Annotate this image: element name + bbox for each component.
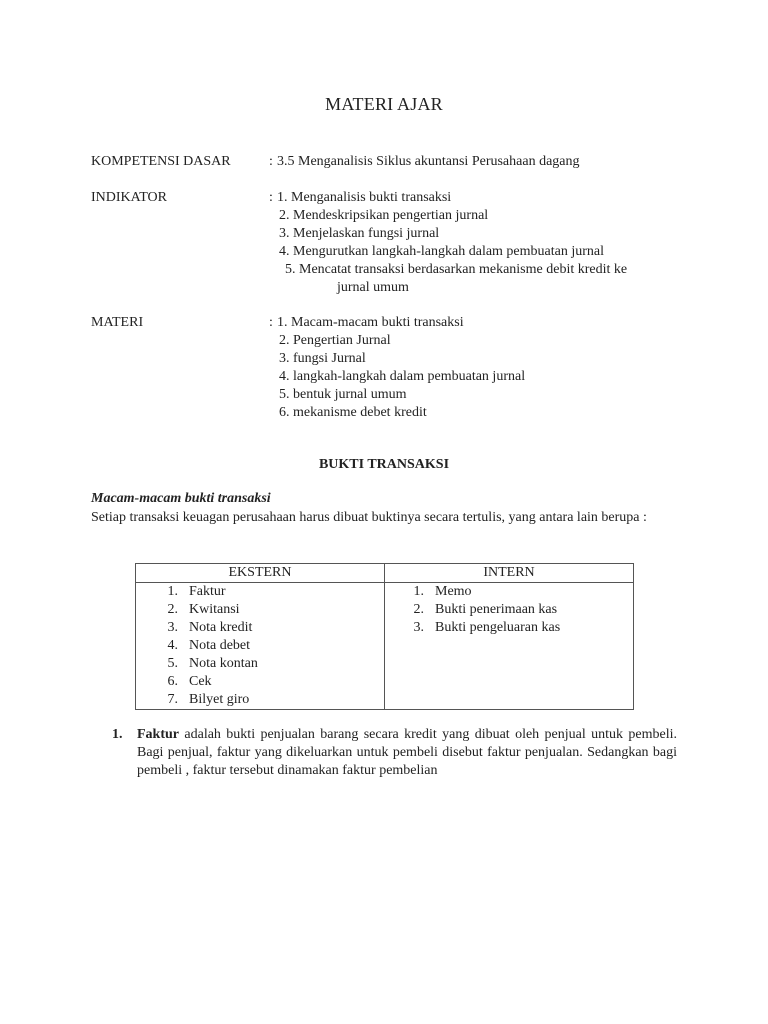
indikator-label: INDIKATOR <box>91 190 167 205</box>
list-item: 1. Faktur <box>167 584 226 599</box>
kompetensi-value: 3.5 Menganalisis Siklus akuntansi Perusahaan dagang <box>277 154 580 169</box>
page-title: MATERI AJAR <box>325 94 443 114</box>
section-title: BUKTI TRANSAKSI <box>318 457 450 472</box>
list-item: 5. Nota kontan <box>167 656 258 671</box>
list-item: 2. Bukti penerimaan kas <box>413 602 558 617</box>
materi-item: 2. Pengertian Jurnal <box>279 333 391 348</box>
materi-colon: : <box>269 315 273 330</box>
kompetensi-label: KOMPETENSI DASAR <box>91 154 231 169</box>
kompetensi-colon: : <box>269 154 273 169</box>
table-body-row <box>136 583 634 710</box>
bukti-transaksi-table <box>135 563 634 710</box>
indikator-colon: : <box>269 190 273 205</box>
materi-item: 5. bentuk jurnal umum <box>279 387 407 402</box>
list-item: 4. Nota debet <box>167 638 251 653</box>
materi-item: 6. mekanisme debet kredit <box>279 405 427 420</box>
intern-list <box>385 583 633 637</box>
indikator-item: 1. Menganalisis bukti transaksi <box>277 190 452 205</box>
materi-label: MATERI <box>91 315 144 330</box>
list-item: 7. Bilyet giro <box>167 692 250 707</box>
indikator-item: 5. Mencatat transaksi berdasarkan mekanisme debit kredit ke <box>285 262 628 277</box>
faktur-term: Faktur <box>137 727 179 742</box>
materi-item: 4. langkah-langkah dalam pembuatan jurnal <box>279 369 526 384</box>
ekstern-cell <box>136 583 385 710</box>
header-ekstern: EKSTERN <box>136 564 385 583</box>
indikator-item-continued: jurnal umum <box>337 280 409 295</box>
list-item: 2. Kwitansi <box>167 602 240 617</box>
list-item: 6. Cek <box>167 674 212 689</box>
indikator-item: 4. Mengurutkan langkah-langkah dalam pembuatan jurnal <box>279 244 605 259</box>
materi-list <box>277 314 526 422</box>
intro-paragraph: Setiap transaksi keuagan perusahaan harus dibuat buktinya secara tertulis, yang antara lain berupa : <box>91 510 647 525</box>
table-header-row <box>136 564 634 583</box>
intern-cell <box>385 583 634 710</box>
header-intern: INTERN <box>385 564 634 583</box>
materi-item: 3. fungsi Jurnal <box>279 351 366 366</box>
faktur-text <box>137 726 677 780</box>
materi-item: 1. Macam-macam bukti transaksi <box>277 315 464 330</box>
indikator-row <box>91 189 681 297</box>
list-item: 3. Bukti pengeluaran kas <box>413 620 561 635</box>
faktur-number: 1. <box>112 727 123 742</box>
faktur-description: adalah bukti penjualan barang secara kredit yang dibuat oleh penjual untuk pembeli. Bagi penjual, faktur yang dikeluarkan untuk pembeli disebut faktur penjualan. Sedangkan bagi pembeli , faktur tersebut dinamakan faktur pembelian <box>137 727 678 778</box>
indikator-item: 2. Mendeskripsikan pengertian jurnal <box>279 208 489 223</box>
subheading: Macam-macam bukti transaksi <box>91 491 271 506</box>
ekstern-list <box>136 583 384 709</box>
materi-row <box>91 314 681 422</box>
indikator-item: 3. Menjelaskan fungsi jurnal <box>279 226 440 241</box>
list-item: 1. Memo <box>413 584 472 599</box>
indikator-list <box>277 189 628 297</box>
list-item: 3. Nota kredit <box>167 620 253 635</box>
